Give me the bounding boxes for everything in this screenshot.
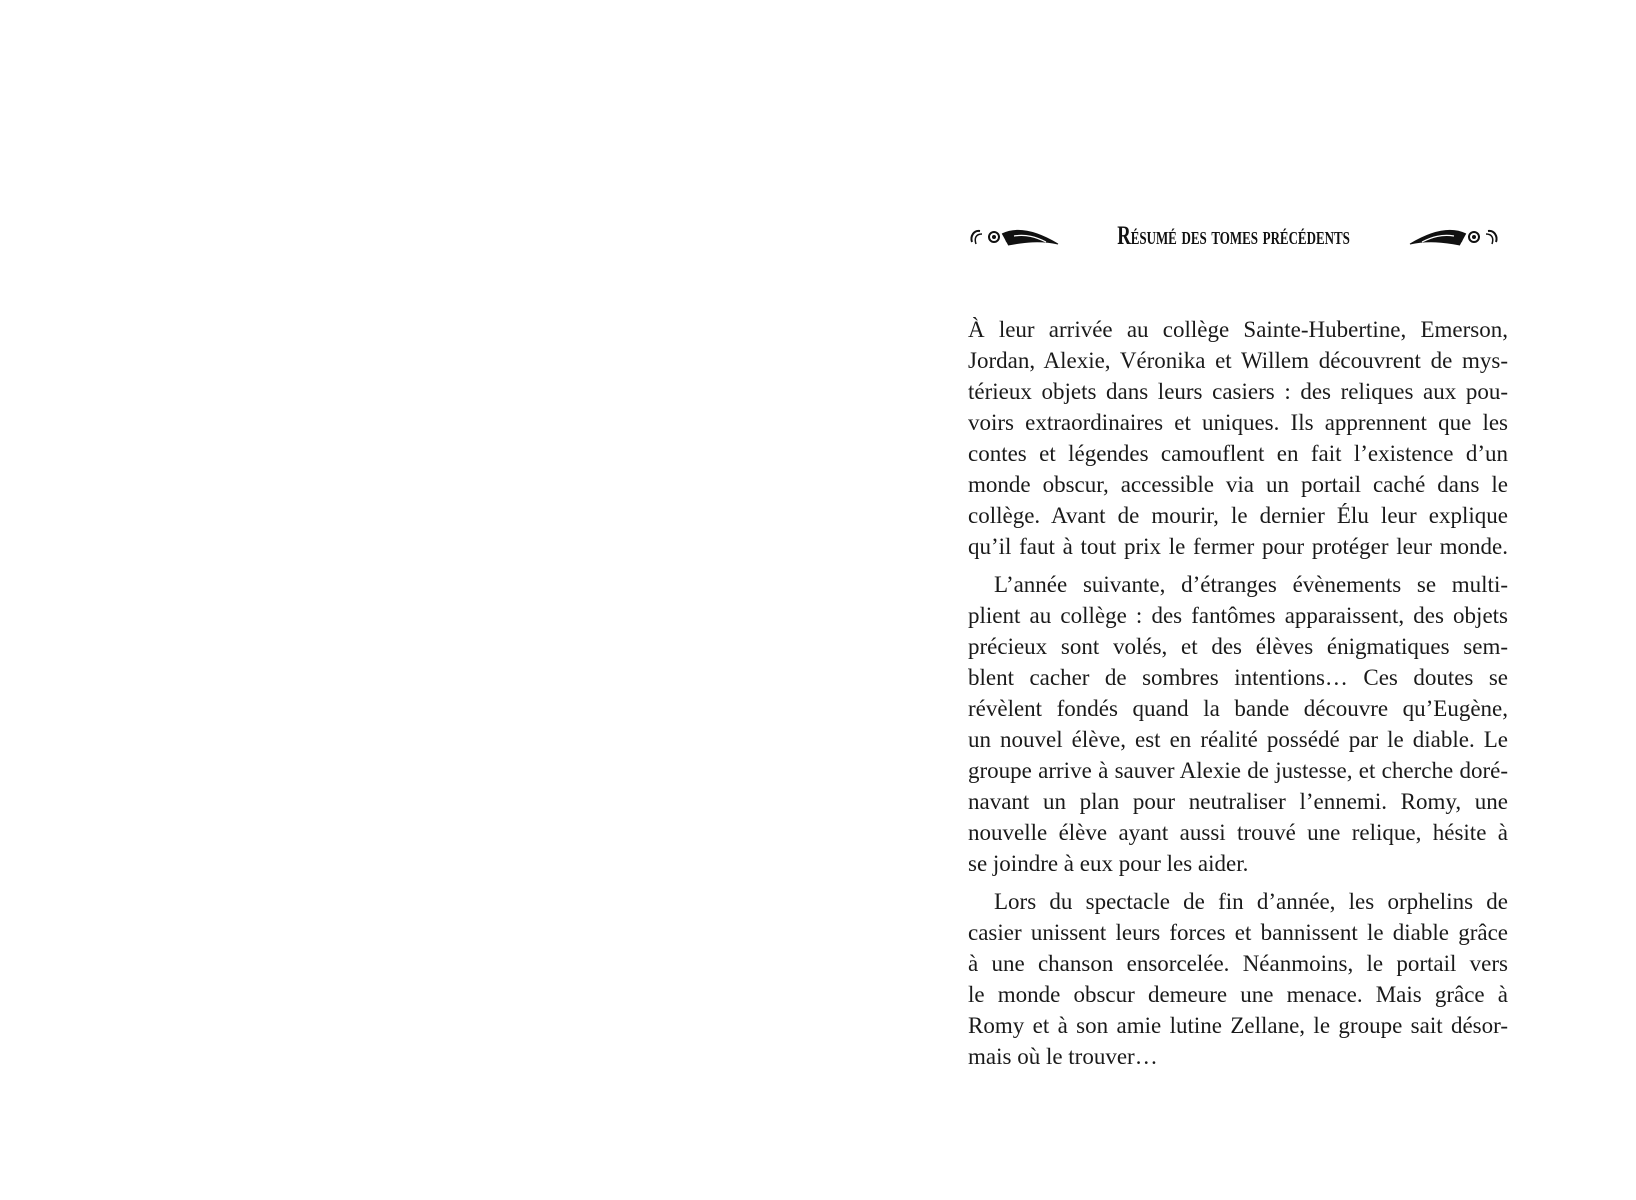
text-line: le monde obscur demeure une menace. Mais grâce à bbox=[968, 982, 1508, 1007]
page-heading: Résumé des tomes précédents bbox=[1117, 221, 1351, 250]
paragraph-3 bbox=[968, 886, 1508, 1072]
right-flourish-icon bbox=[1408, 222, 1500, 250]
text-line: mais où le trouver… bbox=[968, 1044, 1158, 1069]
text-line: blent cacher de sombres intentions… Ces doutes se bbox=[968, 665, 1508, 690]
summary-text bbox=[968, 314, 1508, 1079]
text-line: L’année suivante, d’étranges évènements se multi- bbox=[994, 572, 1508, 597]
text-line: monde obscur, accessible via un portail caché dans le bbox=[968, 472, 1508, 497]
text-line: qu’il faut à tout prix le fermer pour protéger leur monde. bbox=[968, 534, 1508, 559]
text-line: Jordan, Alexie, Véronika et Willem découvrent de mys- bbox=[968, 348, 1508, 373]
text-line: nouvelle élève ayant aussi trouvé une relique, hésite à bbox=[968, 820, 1508, 845]
text-line: un nouvel élève, est en réalité possédé par le diable. Le bbox=[968, 727, 1508, 752]
heading-row bbox=[968, 214, 1500, 258]
text-line: Romy et à son amie lutine Zellane, le groupe sait désor- bbox=[968, 1013, 1508, 1038]
paragraph-1 bbox=[968, 314, 1508, 562]
text-line: précieux sont volés, et des élèves énigmatiques sem- bbox=[968, 634, 1508, 659]
text-line: térieux objets dans leurs casiers : des reliques aux pou- bbox=[968, 379, 1508, 404]
text-line: À leur arrivée au collège Sainte-Hubertine, Emerson, bbox=[968, 317, 1508, 342]
text-line: contes et légendes camouflent en fait l’existence d’un bbox=[968, 441, 1508, 466]
text-line: se joindre à eux pour les aider. bbox=[968, 851, 1249, 876]
left-flourish-icon bbox=[968, 222, 1060, 250]
text-line: à une chanson ensorcelée. Néanmoins, le portail vers bbox=[968, 951, 1508, 976]
text-line: plient au collège : des fantômes apparaissent, des objets bbox=[968, 603, 1508, 628]
text-line: groupe arrive à sauver Alexie de justesse, et cherche doré- bbox=[968, 758, 1508, 783]
paragraph-2 bbox=[968, 569, 1508, 879]
text-line: collège. Avant de mourir, le dernier Élu leur explique bbox=[968, 503, 1508, 528]
text-line: révèlent fondés quand la bande découvre qu’Eugène, bbox=[968, 696, 1508, 721]
text-line: Lors du spectacle de fin d’année, les orphelins de bbox=[994, 889, 1508, 914]
right-page bbox=[818, 0, 1636, 1200]
text-line: voirs extraordinaires et uniques. Ils apprennent que les bbox=[968, 410, 1508, 435]
text-line: casier unissent leurs forces et bannissent le diable grâce bbox=[968, 920, 1508, 945]
text-line: navant un plan pour neutraliser l’ennemi. Romy, une bbox=[968, 789, 1508, 814]
